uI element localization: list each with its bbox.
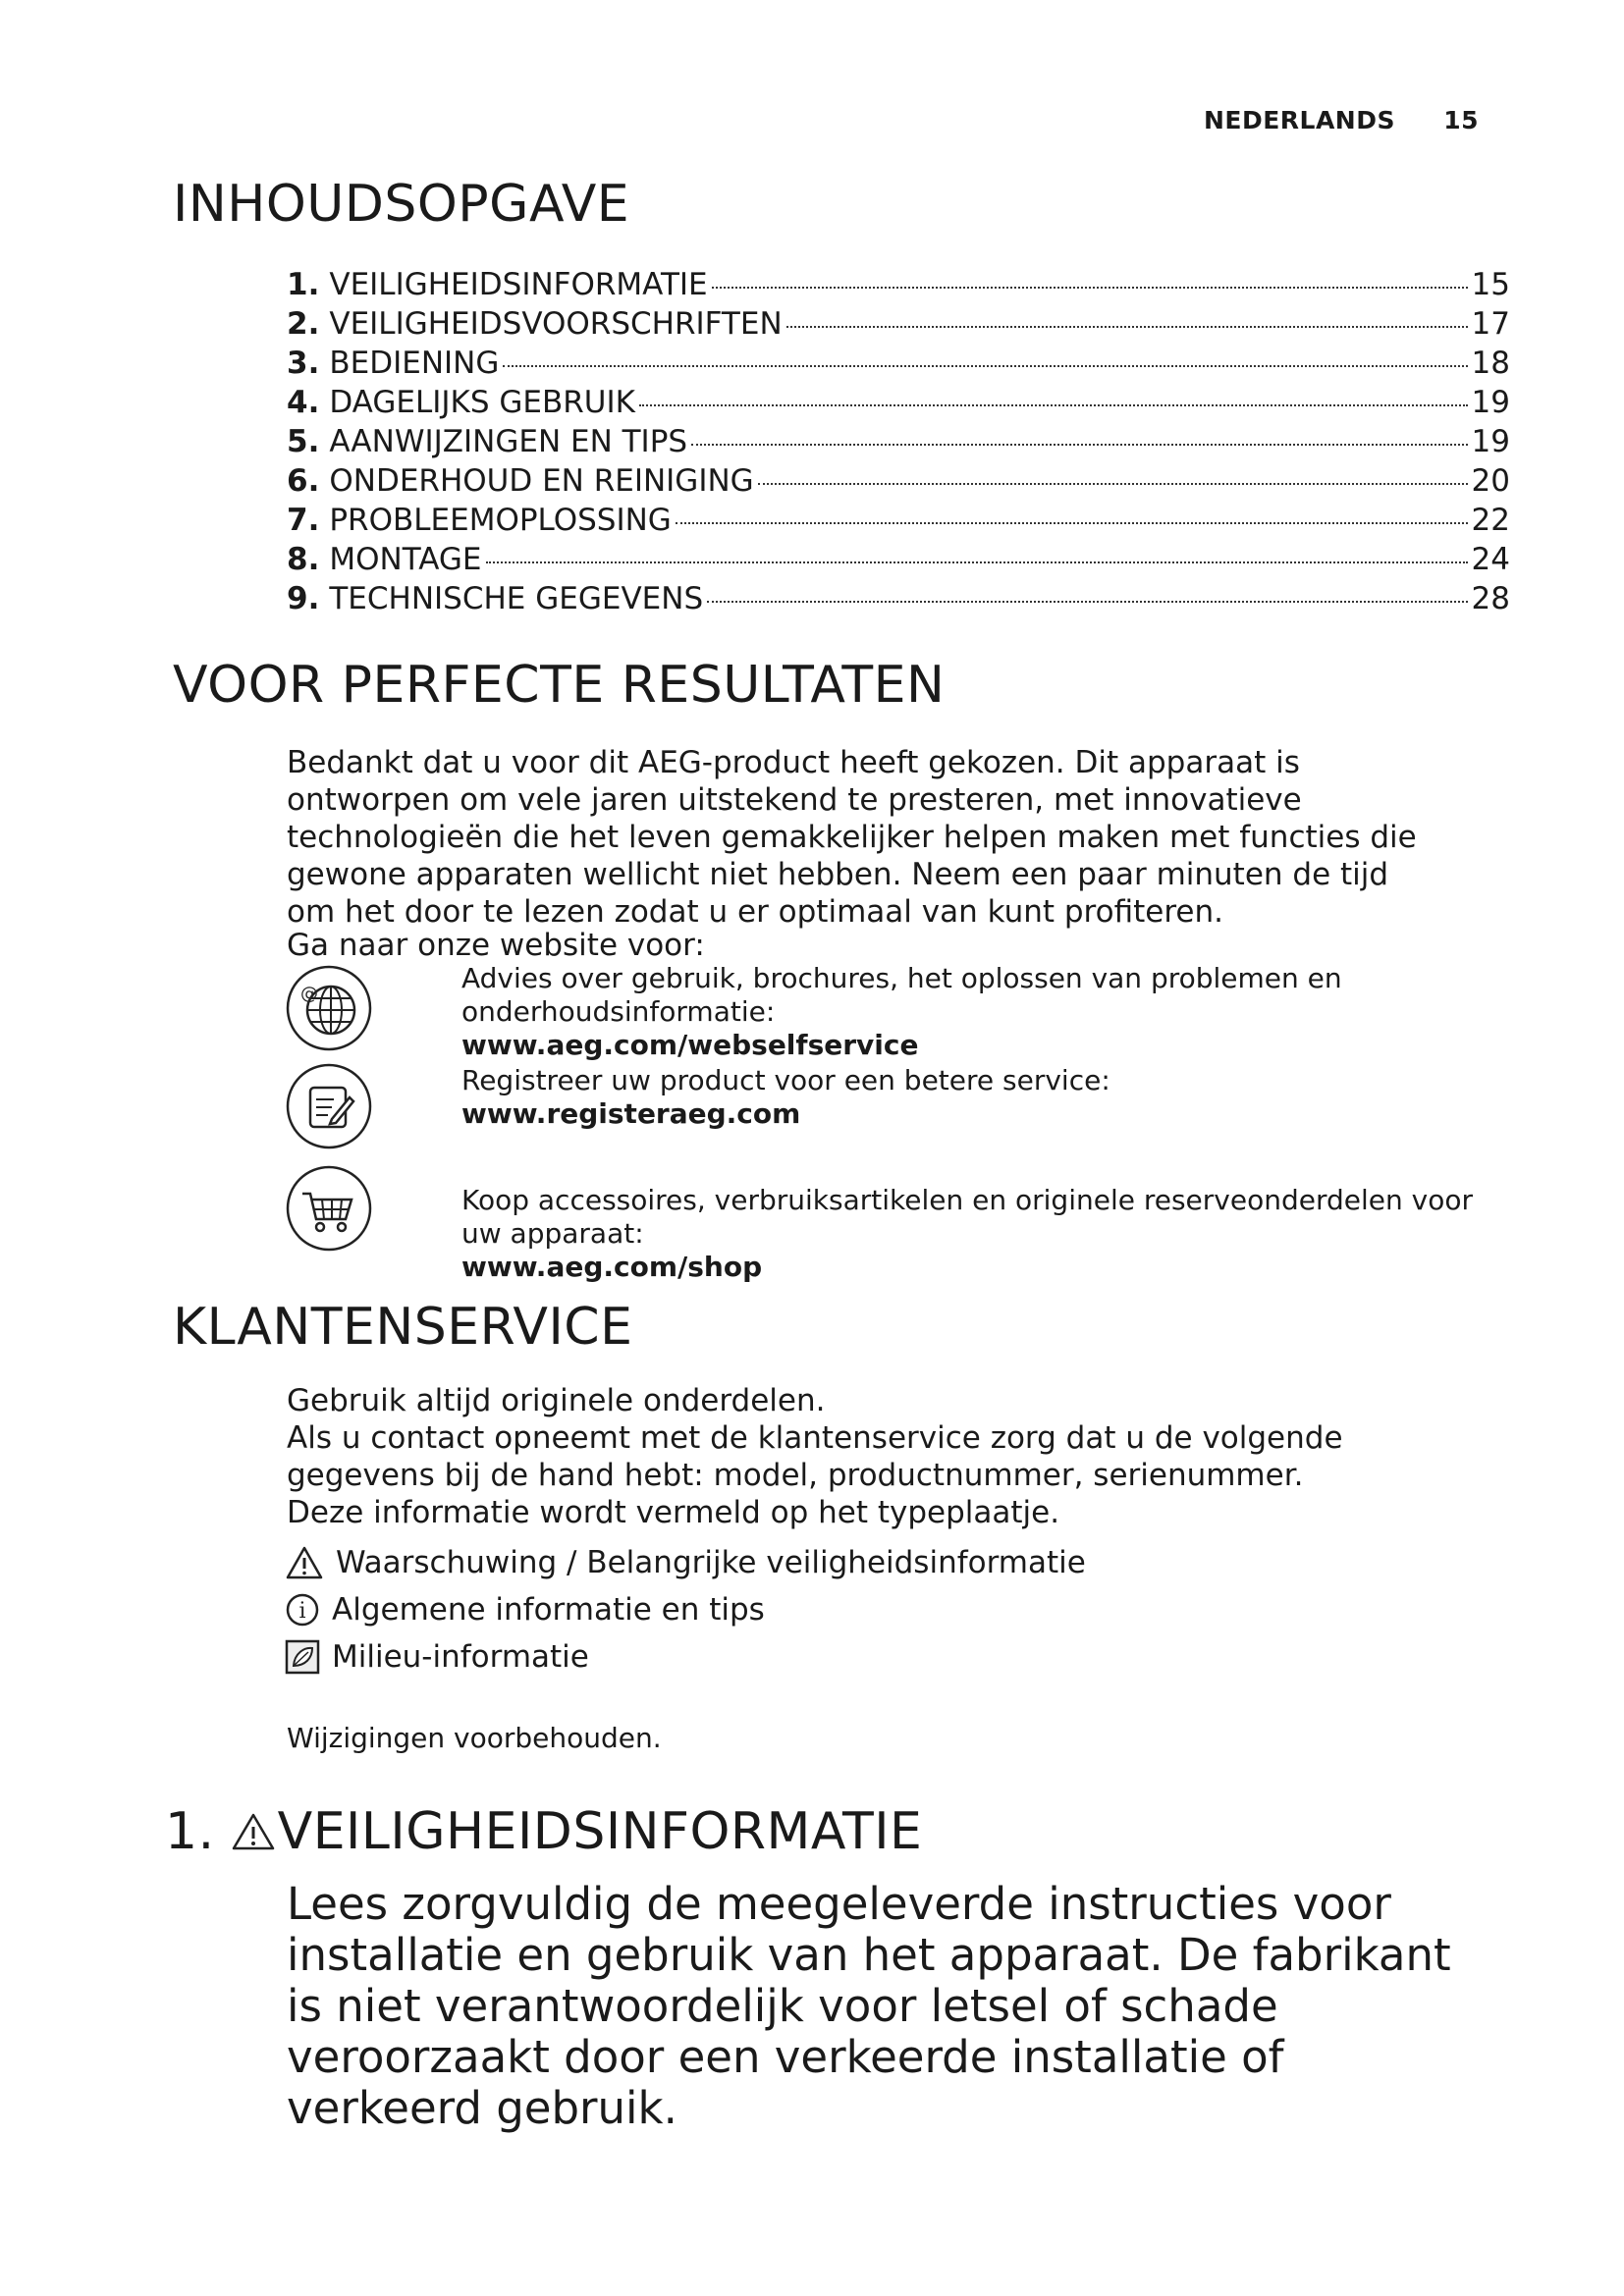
register-icon (285, 1062, 373, 1150)
toc-item-title: DAGELIJKS GEBRUIK (329, 385, 635, 420)
toc-item-number: 1. (287, 267, 320, 302)
toc-leader (758, 483, 1468, 485)
toc-item-page: 20 (1471, 463, 1510, 499)
website-intro: Ga naar onze website voor: (287, 928, 705, 963)
warning-icon (285, 1545, 324, 1580)
toc-leader (486, 561, 1468, 563)
toc-leader (503, 365, 1467, 367)
legend-text: Algemene informatie en tips (332, 1592, 765, 1628)
toc-item-number: 8. (287, 542, 320, 577)
toc-item[interactable] (287, 579, 1510, 618)
toc-item-title: AANWIJZINGEN EN TIPS (329, 424, 688, 459)
toc-leader (676, 522, 1468, 524)
info-icon (285, 1592, 320, 1628)
register-link[interactable]: www.registeraeg.com (461, 1097, 801, 1130)
toc-item-number: 4. (287, 385, 320, 420)
toc-item-title: TECHNISCHE GEGEVENS (329, 581, 704, 616)
toc-item[interactable] (287, 344, 1510, 383)
toc-item[interactable] (287, 304, 1510, 344)
toc-item[interactable] (287, 265, 1510, 304)
service-item (285, 1164, 1492, 1282)
toc-item-page: 17 (1471, 306, 1510, 342)
toc-title: INHOUDSOPGAVE (173, 175, 630, 234)
legend-item (285, 1586, 1086, 1633)
service-links (285, 962, 1492, 1282)
globe-icon (285, 964, 373, 1052)
toc-item-title: ONDERHOUD EN REINIGING (329, 463, 754, 499)
customer-service-line: Gebruik altijd originele onderdelen. (287, 1383, 826, 1418)
environment-icon (285, 1639, 320, 1675)
toc-item[interactable] (287, 501, 1510, 540)
customer-service-line: Deze informatie wordt vermeld op het typeplaatje. (287, 1495, 1060, 1530)
toc-leader (712, 287, 1468, 289)
legend-text: Milieu-informatie (332, 1639, 589, 1675)
safety-heading (165, 1802, 922, 1861)
webselfservice-link[interactable]: www.aeg.com/webselfservice (461, 1029, 919, 1061)
service-item (285, 962, 1492, 1064)
service-item (285, 1064, 1492, 1164)
page-header (1204, 106, 1479, 134)
toc-item-page: 19 (1471, 385, 1510, 420)
svg-text:@: @ (300, 984, 318, 1004)
cart-icon (285, 1164, 373, 1253)
toc-item-page: 22 (1471, 503, 1510, 538)
service-text (461, 1064, 1492, 1131)
toc-item-number: 2. (287, 306, 320, 342)
toc-leader (786, 326, 1468, 328)
customer-service-line: Als u contact opneemt met de klantenservice zorg dat u de volgende gegevens bij de hand hebt: model, productnummer, serienummer. (287, 1420, 1343, 1493)
service-description: Advies over gebruik, brochures, het oplossen van problemen en onderhoudsinformatie: (461, 962, 1342, 1028)
legend-item (285, 1633, 1086, 1681)
toc-item-title: VEILIGHEIDSVOORSCHRIFTEN (329, 306, 783, 342)
safety-text: Lees zorgvuldig de meegeleverde instructies voor installatie en gebruik van het apparaat. De fabrikant is niet verantwoordelijk voor letsel of schade veroorzaakt door een verkeerde installatie of verkeerd gebruik. (287, 1878, 1451, 2134)
symbol-legend (285, 1539, 1086, 1681)
results-title: VOOR PERFECTE RESULTATEN (173, 656, 946, 715)
service-text (461, 1164, 1492, 1284)
legend-item (285, 1539, 1086, 1586)
service-description: Koop accessoires, verbruiksartikelen en originele reserveonderdelen voor uw apparaat: (461, 1184, 1473, 1250)
table-of-contents (287, 265, 1510, 618)
safety-title: VEILIGHEIDSINFORMATIE (277, 1802, 923, 1861)
toc-item-page: 28 (1471, 581, 1510, 616)
warning-icon (231, 1811, 276, 1852)
toc-item-title: PROBLEEMOPLOSSING (329, 503, 672, 538)
legend-text: Waarschuwing / Belangrijke veiligheidsinformatie (336, 1545, 1086, 1580)
toc-item[interactable] (287, 540, 1510, 579)
toc-leader (691, 444, 1467, 446)
toc-item-page: 18 (1471, 346, 1510, 381)
toc-item-number: 9. (287, 581, 320, 616)
page-number: 15 (1443, 106, 1479, 134)
customer-service-title: KLANTENSERVICE (173, 1298, 633, 1357)
changes-note: Wijzigingen voorbehouden. (287, 1722, 662, 1754)
toc-item-number: 5. (287, 424, 320, 459)
toc-item-title: MONTAGE (329, 542, 482, 577)
toc-item-page: 15 (1471, 267, 1510, 302)
service-text (461, 962, 1492, 1062)
header-language: NEDERLANDS (1203, 106, 1395, 134)
toc-item[interactable] (287, 383, 1510, 422)
safety-number: 1. (165, 1802, 215, 1861)
toc-item-title: BEDIENING (329, 346, 500, 381)
toc-item-number: 7. (287, 503, 320, 538)
results-intro: Bedankt dat u voor dit AEG-product heeft gekozen. Dit apparaat is ontworpen om vele jaren uitstekend te presteren, met innovatieve technologieën die het leven gemakkelijker helpen maken met functies die gewone apparaten wellicht niet hebben. Neem een paar minuten de tijd om het door te lezen zodat u er optimaal van kunt profiteren. (287, 745, 1417, 930)
toc-item[interactable] (287, 422, 1510, 461)
toc-leader (707, 601, 1467, 603)
service-description: Registreer uw product voor een betere service: (461, 1064, 1110, 1096)
toc-item[interactable] (287, 461, 1510, 501)
svg-text:i: i (298, 1599, 306, 1624)
shop-link[interactable]: www.aeg.com/shop (461, 1251, 763, 1283)
toc-item-number: 3. (287, 346, 320, 381)
toc-item-page: 19 (1471, 424, 1510, 459)
toc-item-number: 6. (287, 463, 320, 499)
toc-leader (639, 404, 1468, 406)
toc-item-title: VEILIGHEIDSINFORMATIE (329, 267, 708, 302)
toc-item-page: 24 (1471, 542, 1510, 577)
